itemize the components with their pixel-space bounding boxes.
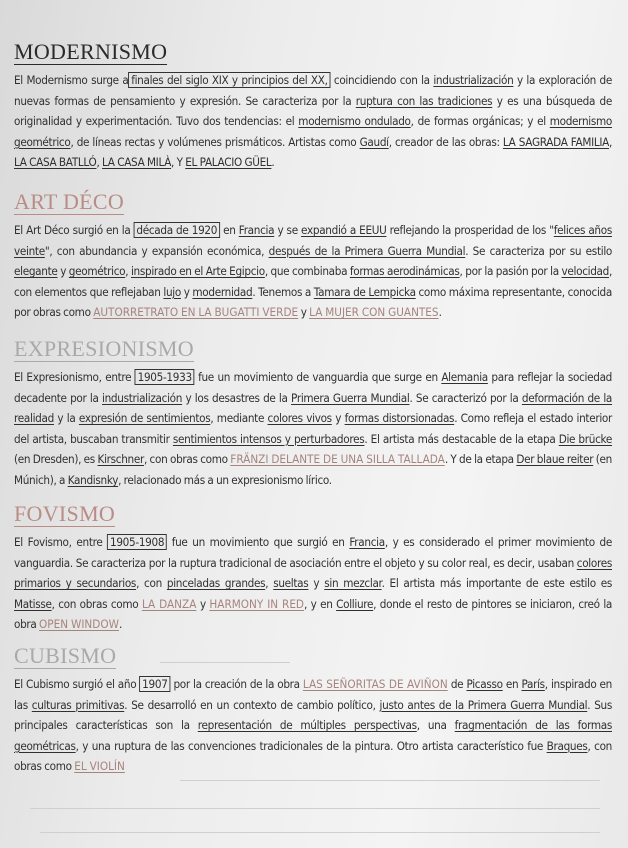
section-text: El Cubismo surgió el año 1907 por la creación de la obra LAS SEÑORITAS DE AVIÑON de Picasso en París, inspirado en las culturas primitivas. Se desarrolló en un contexto de cambio político, justo antes de la Primera Guerra Mundial. Sus principales características son la representación de múltiples perspectivas, una fragmentación de las formas geométricas, y una ruptura de las convenciones tradicionales de la pintura. Otro artista característico fue Braques, con obras como EL VIOLÍN [14,677,612,774]
section-fovismo [14,501,613,635]
artwork-title: EL VIOLÍN [74,759,125,774]
faint-rule [40,832,600,833]
faint-rule [160,662,290,663]
section-title: FOVISMO [14,501,116,526]
artwork-title: AUTORRETRATO EN LA BUGATTI VERDE [93,305,299,320]
faint-rule [30,808,600,809]
section-art-deco [14,189,613,323]
artwork-title: LA DANZA [141,596,197,611]
section-text: El Modernismo surge a finales del siglo XIX y principios del XX, coincidiendo con la industrialización y la exploración de nuevas formas de pensamiento y expresión. Se caracteriza por la ruptura con las tradiciones y es una búsqueda de originalidad y experimentación. Tuvo dos tendencias: el modernismo ondulado, de formas orgánicas; y el modernismo geométrico, de líneas rectas y volúmenes prismáticos. Artistas como Gaudí, creador de las obras: LA SAGRADA FAMILIA, LA CASA BATLLÓ, LA CASA MILÀ, Y EL PALACIO GÜEL. [14,73,613,170]
section-text: El Fovismo, entre 1905-1908 fue un movimiento que surgió en Francia, y es considerado el primer movimiento de vanguardia. Se caracteriza por la ruptura tradicional de asociación entre el objeto y su color real, es decir, usaban colores primarios y secundarios, con pinceladas grandes, sueltas y sin mezclar. El artista más importante de este estilo es Matisse, con obras como LA DANZA y HARMONY IN RED, y en Colliure, donde el resto de pintores se iniciaron, creó la obra OPEN WINDOW. [14,535,613,632]
section-cubismo [14,644,610,777]
section-expresionismo [14,336,613,491]
artwork-title: FRÄNZI DELANTE DE UNA SILLA TALLADA [230,452,445,467]
artwork-title: OPEN WINDOW [39,617,119,632]
faint-rule [180,780,600,781]
boxed-date: finales del siglo XIX y principios del XX, [128,72,330,88]
artwork-title: LAS SEÑORITAS DE AVIÑON [302,677,448,691]
section-modernismo [14,39,613,173]
section-text: El Art Déco surgió en la década de 1920 en Francia y se expandió a EEUU reflejando la prosperidad de los "felices años veinte", con abundancia y expansión económica, después de la Primera Guerra Mundial. Se caracteriza por su estilo elegante y geométrico, inspirado en el Arte Egipcio, que combinaba formas aerodinámicas, por la pasión por la velocidad, con elementos que reflejaban lujo y modernidad. Tenemos a Tamara de Lempicka como máxima representante, conocida por obras como AUTORRETRATO EN LA BUGATTI VERDE y LA MUJER CON GUANTES. [14,223,613,320]
artwork-title: LA MUJER CON GUANTES [309,305,439,320]
boxed-date: 1905-1908 [107,534,167,550]
boxed-date: 1905-1933 [135,369,195,385]
artwork-title: HARMONY IN RED [209,596,305,611]
section-title: MODERNISMO [14,39,168,64]
section-title: EXPRESIONISMO [14,336,194,361]
section-title: ART DÉCO [14,189,125,214]
boxed-date: década de 1920 [134,222,220,238]
boxed-date: 1907 [139,676,170,692]
section-text: El Expresionismo, entre 1905-1933 fue un movimiento de vanguardia que surge en Alemania para reflejar la sociedad decadente por la industrialización y los desastres de la Primera Guerra Mundial. Se caracterizó por la deformación de la realidad y la expresión de sentimientos, mediante colores vivos y formas distorsionadas. Como refleja el estado interior del artista, buscaban transmitir sentimientos intensos y perturbadores. El artista más destacable de la etapa Die brücke (en Dresden), es Kirschner, con obras como FRÄNZI DELANTE DE UNA SILLA TALLADA. Y de la etapa Der blaue reiter (en Múnich), a Kandisnky, relacionado más a un expresionismo lírico. [14,370,613,487]
section-title: CUBISMO [14,643,117,668]
